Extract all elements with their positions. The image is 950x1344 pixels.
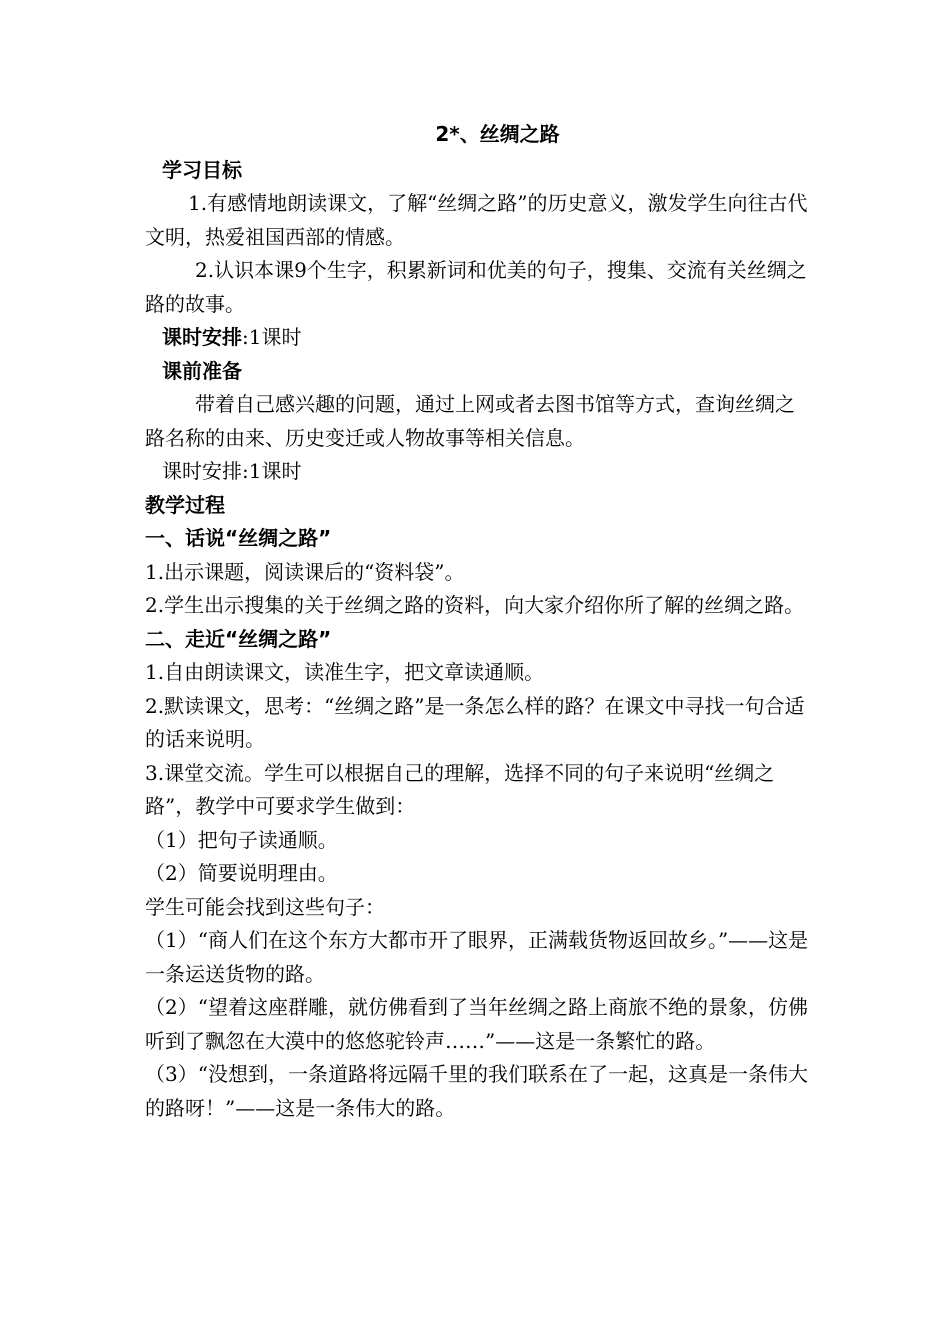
section-1-item-2: 2.学生出示搜集的关于丝绸之路的资料，向大家介绍你所了解的丝绸之路。 (145, 593, 805, 617)
section-2-item-1: 1.自由朗读课文，读准生字，把文章读通顺。 (145, 660, 545, 684)
process-heading: 教学过程 (145, 492, 225, 517)
section-2-item-2: 2.默读课文，思考：“丝绸之路”是一条怎么样的路？在课文中寻找一句合适的话来说明。 (145, 693, 805, 751)
section-2-item-9: （3）“没想到，一条道路将远隔千里的我们联系在了一起，这真是一条伟大的路呀！”——这是一条伟大的路。 (145, 1062, 808, 1120)
section-1-heading: 一、话说“丝绸之路” (145, 526, 332, 550)
section-2-item-7: （1）“商人们在这个东方大都市开了眼界，正满载货物返回故乡。”——这是一条运送货物的路。 (145, 928, 809, 986)
goal-item-2: 2.认识本课9个生字，积累新词和优美的句子，搜集、交流有关丝绸之路的故事。 (145, 258, 807, 316)
section-2-item-5: （2）简要说明理由。 (145, 861, 338, 885)
document-body (145, 118, 810, 1125)
goals-heading: 学习目标 (162, 157, 242, 182)
section-2-heading: 二、走近“丝绸之路” (145, 626, 332, 651)
schedule-label: 课时安排 (162, 325, 242, 349)
section-2-item-8: （2）“望着这座群雕，就仿佛看到了当年丝绸之路上商旅不绝的景象，仿佛听到了飘忽在大漠中的悠悠驼铃声……”——这是一条繁忙的路。 (145, 995, 808, 1053)
prep-heading: 课前准备 (162, 358, 242, 383)
section-2-item-3: 3.课堂交流。学生可以根据自己的理解，选择不同的句子来说明“丝绸之路”，教学中可要求学生做到： (145, 760, 775, 818)
page-title: 2*、丝绸之路 (435, 122, 560, 146)
section-2-item-6: 学生可能会找到这些句子： (145, 894, 385, 919)
prep-text: 带着自己感兴趣的问题，通过上网或者去图书馆等方式，查询丝绸之路名称的由来、历史变迁或人物故事等相关信息。 (145, 392, 795, 450)
section-1-item-1: 1.出示课题，阅读课后的“资料袋”。 (145, 559, 465, 584)
schedule-value: :1课时 (242, 325, 302, 349)
goal-item-1: 1.有感情地朗读课文，了解“丝绸之路”的历史意义，激发学生向往古代文明，热爱祖国西部的情感。 (145, 191, 808, 249)
schedule-line-2: 课时安排:1课时 (162, 459, 302, 483)
section-2-item-4: （1）把句子读通顺。 (145, 827, 338, 852)
schedule-line-1 (145, 321, 810, 355)
